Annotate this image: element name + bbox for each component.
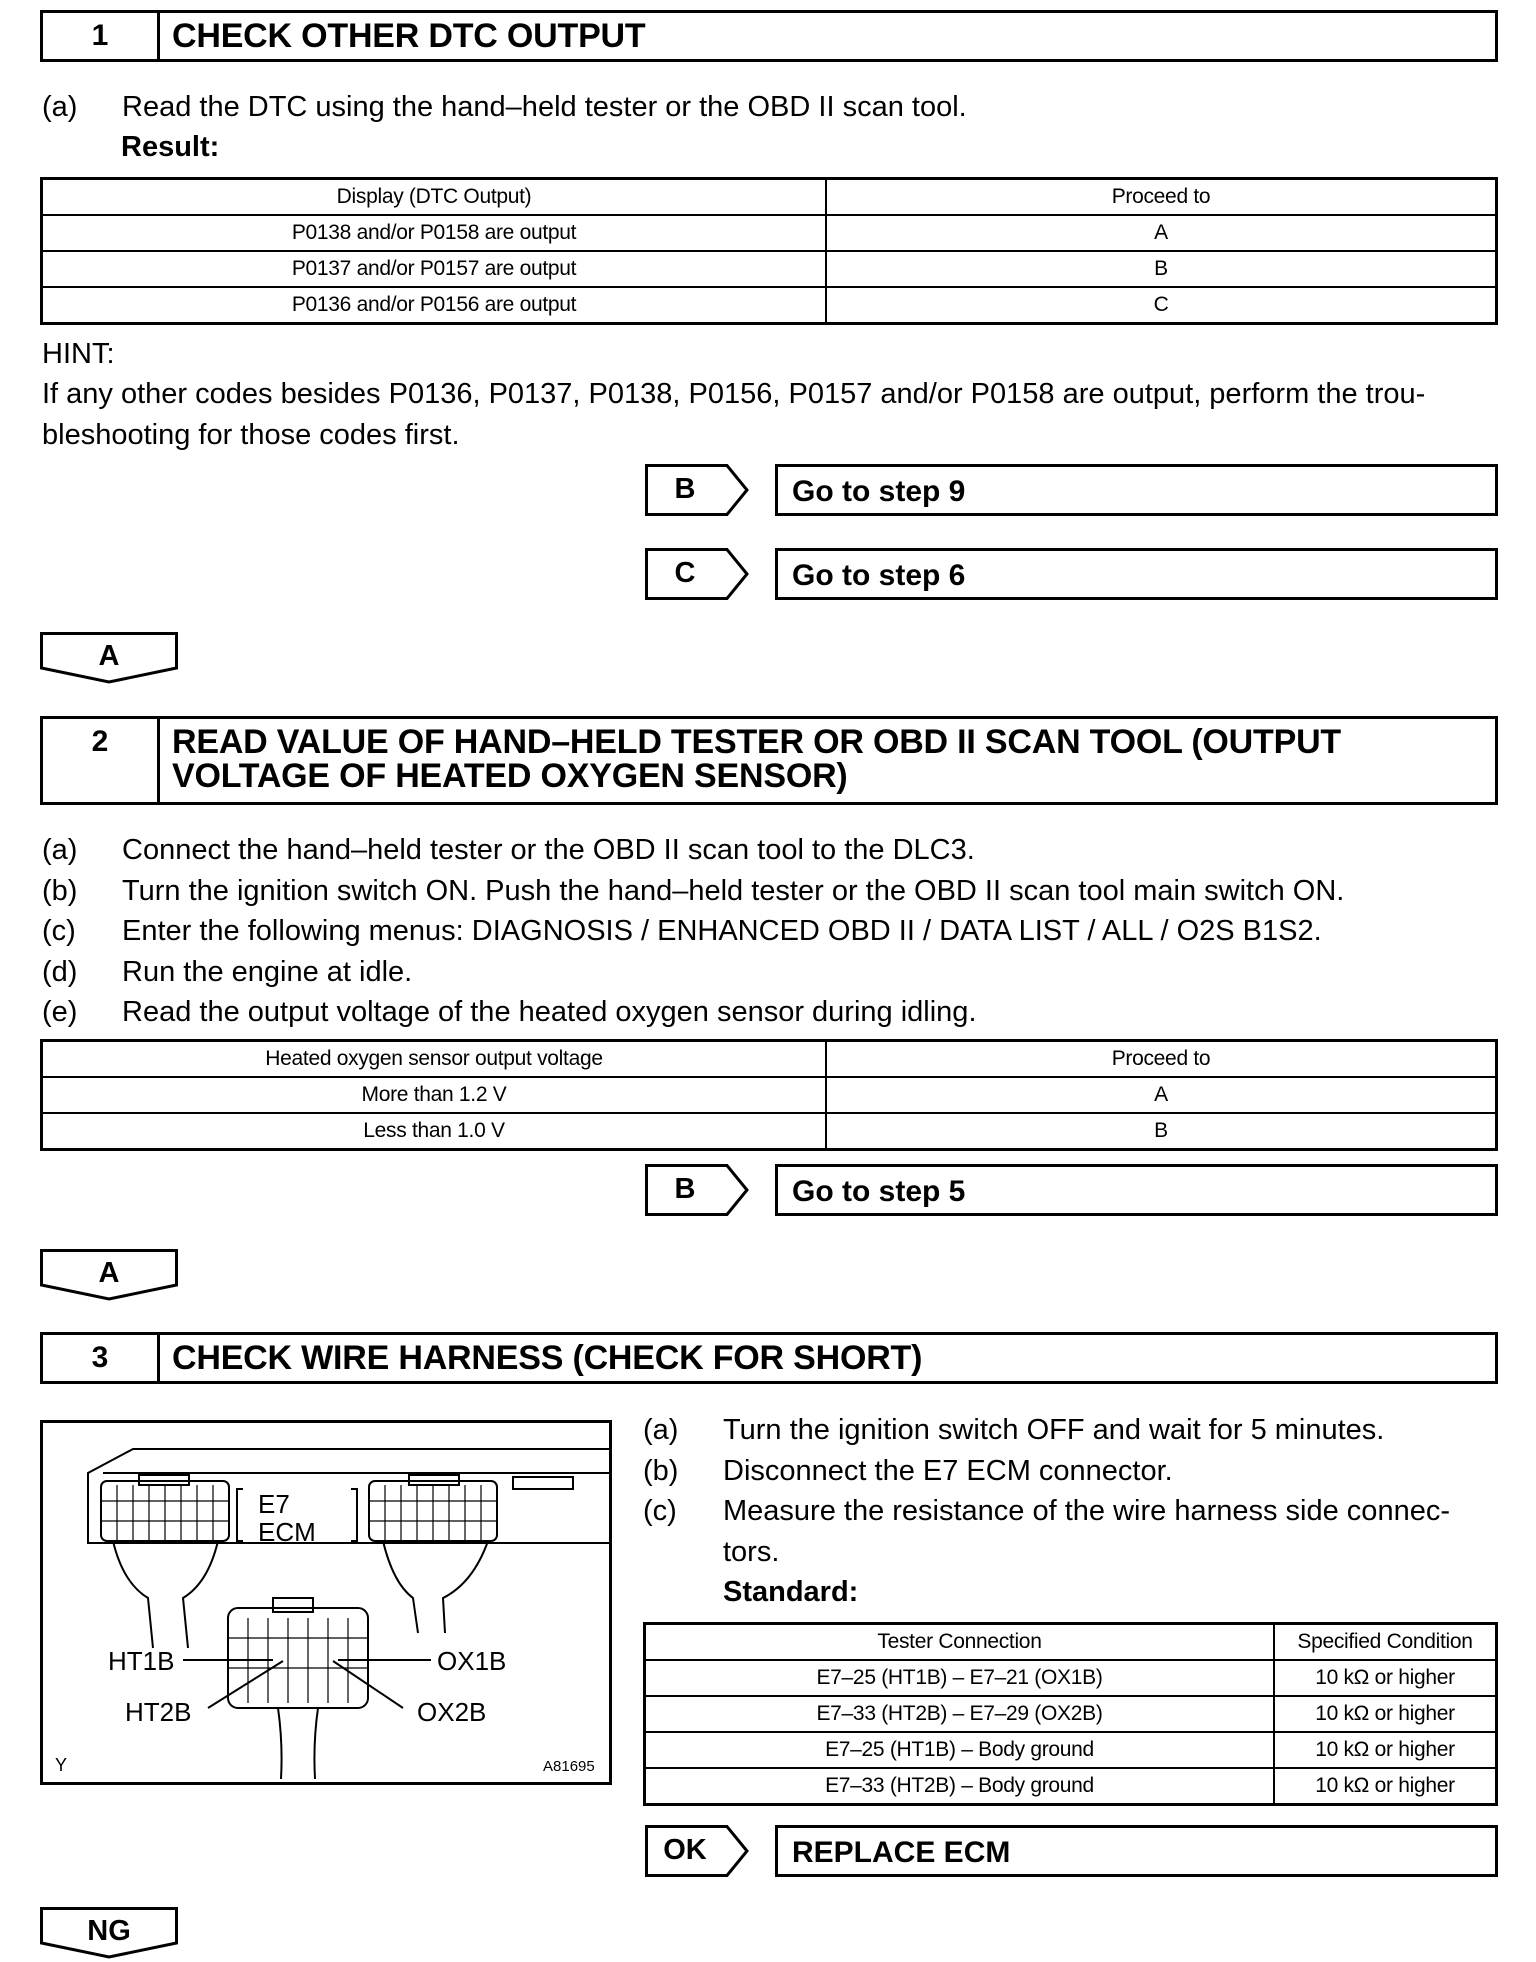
table-row: [42, 287, 1497, 324]
table-row: [645, 1660, 1497, 1696]
instruction-text: Turn the ignition switch ON. Push the hand–held tester or the OBD II scan tool main switch ON.: [122, 874, 1345, 907]
sensor-voltage-table: [40, 1039, 1498, 1151]
table-row: [42, 251, 1497, 287]
table-header: Proceed to: [826, 179, 1497, 216]
step-2-instructions: [42, 830, 1502, 1033]
table-cell: E7–25 (HT1B) – E7–21 (OX1B): [645, 1660, 1275, 1696]
step-title-line: READ VALUE OF HAND–HELD TESTER OR OBD II SCAN TOOL (OUTPUT: [172, 723, 1342, 761]
pass-a-tag[interactable]: [40, 1249, 178, 1299]
hint-text: If any other codes besides P0136, P0137, P0138, P0156, P0157 and/or P0158 are output, perform the trou-bleshooting for those codes first.: [42, 378, 1426, 451]
instruction-item: [42, 87, 967, 128]
step-1-instructions: [42, 87, 967, 128]
table-cell: B: [826, 251, 1497, 287]
pin-label-ox2b: OX2B: [417, 1697, 487, 1727]
branch-b-go-to-step-5[interactable]: [645, 1164, 1498, 1216]
instruction-item: [42, 952, 1502, 993]
instruction-item: [42, 911, 1502, 952]
table-header: Proceed to: [826, 1041, 1497, 1078]
instruction-text: Connect the hand–held tester or the OBD II scan tool to the DLC3.: [122, 834, 975, 866]
instruction-text: Read the output voltage of the heated oxygen sensor during idling.: [122, 996, 977, 1028]
table-header: Display (DTC Output): [42, 179, 827, 216]
pass-code: NG: [87, 1915, 131, 1947]
pin-label-ht2b: HT2B: [125, 1697, 192, 1727]
table-cell: 10 kΩ or higher: [1274, 1768, 1497, 1805]
step-title: CHECK OTHER DTC OUTPUT: [172, 17, 646, 55]
branch-code: B: [674, 473, 696, 505]
instruction-item: [643, 1410, 1503, 1451]
ecm-connector-figure: [40, 1420, 612, 1785]
pass-ng-tag[interactable]: [40, 1907, 178, 1957]
branch-action: Go to step 9: [775, 464, 1498, 516]
table-row: [645, 1696, 1497, 1732]
figure-id: A81695: [543, 1758, 595, 1775]
instruction-label: (d): [42, 955, 78, 988]
table-cell: More than 1.2 V: [42, 1077, 827, 1113]
table-cell: E7–25 (HT1B) – Body ground: [645, 1732, 1275, 1768]
pass-a-tag[interactable]: [40, 632, 178, 682]
table-cell: E7–33 (HT2B) – Body ground: [645, 1768, 1275, 1805]
pin-label-ox1b: OX1B: [437, 1646, 507, 1676]
table-row: [42, 215, 1497, 251]
step-1-header: [40, 10, 1498, 62]
table-cell: Less than 1.0 V: [42, 1113, 827, 1150]
instruction-label: (a): [42, 91, 78, 123]
branch-code: C: [674, 557, 696, 589]
hint-label: HINT:: [42, 338, 115, 370]
branch-code-box: [645, 464, 748, 516]
instruction-label: (c): [42, 915, 76, 947]
table-cell: B: [826, 1113, 1497, 1150]
step-3-instructions: [643, 1410, 1503, 1572]
instruction-text: Turn the ignition switch OFF and wait for 5 minutes.: [723, 1414, 1385, 1446]
table-row: [645, 1732, 1497, 1768]
branch-c-go-to-step-6[interactable]: [645, 548, 1498, 600]
table-row: [42, 1077, 1497, 1113]
instruction-text: Measure the resistance of the wire harness side connec-tors.: [723, 1495, 1450, 1568]
table-cell: A: [826, 1077, 1497, 1113]
connector-label-ecm: ECM: [258, 1517, 316, 1547]
instruction-item: [42, 871, 1502, 912]
instruction-label: (b): [643, 1454, 679, 1487]
table-header: Tester Connection: [645, 1624, 1275, 1661]
table-cell: P0137 and/or P0157 are output: [42, 251, 827, 287]
table-cell: 10 kΩ or higher: [1274, 1696, 1497, 1732]
pass-code: A: [98, 1257, 120, 1289]
table-cell: A: [826, 215, 1497, 251]
table-cell: P0138 and/or P0158 are output: [42, 215, 827, 251]
step-title: [160, 719, 1351, 802]
table-header: Specified Condition: [1274, 1624, 1497, 1661]
step-number: 3: [43, 1335, 160, 1381]
branch-action: Go to step 6: [775, 548, 1498, 600]
step-title-line: VOLTAGE OF HEATED OXYGEN SENSOR): [172, 757, 848, 795]
step-2-header: [40, 716, 1498, 805]
corner-mark: Y: [55, 1755, 68, 1775]
branch-code: OK: [663, 1834, 707, 1866]
pass-code: A: [98, 640, 120, 672]
instruction-text: Run the engine at idle.: [122, 955, 413, 988]
instruction-label: (c): [643, 1495, 677, 1527]
connector-label-e7: E7: [258, 1489, 290, 1519]
table-cell: 10 kΩ or higher: [1274, 1660, 1497, 1696]
instruction-label: (a): [643, 1414, 679, 1446]
table-cell: 10 kΩ or higher: [1274, 1732, 1497, 1768]
step-title: CHECK WIRE HARNESS (CHECK FOR SHORT): [172, 1339, 923, 1377]
standard-label: Standard:: [723, 1576, 859, 1608]
branch-code-box: [645, 1164, 748, 1216]
pin-label-ht1b: HT1B: [108, 1646, 175, 1676]
branch-action: Go to step 5: [775, 1164, 1498, 1216]
instruction-text: Disconnect the E7 ECM connector.: [723, 1454, 1173, 1487]
instruction-text: Read the DTC using the hand–held tester or the OBD II scan tool.: [122, 91, 967, 123]
instruction-label: (b): [42, 874, 78, 907]
instruction-item: [42, 992, 1502, 1033]
branch-code-box: [645, 1825, 748, 1877]
instruction-label: (e): [42, 996, 78, 1028]
table-cell: E7–33 (HT2B) – E7–29 (OX2B): [645, 1696, 1275, 1732]
branch-action: REPLACE ECM: [775, 1825, 1498, 1877]
table-row: [42, 1113, 1497, 1150]
step-number: 2: [43, 719, 160, 802]
resistance-standard-table: [643, 1622, 1498, 1806]
table-row: [645, 1768, 1497, 1805]
branch-code: B: [674, 1173, 696, 1205]
table-cell: C: [826, 287, 1497, 324]
dtc-result-table: [40, 177, 1498, 325]
instruction-item: [42, 830, 1502, 871]
instruction-text: Enter the following menus: DIAGNOSIS / ENHANCED OBD II / DATA LIST / ALL / O2S B1S2.: [122, 915, 1322, 947]
instruction-label: (a): [42, 834, 78, 866]
instruction-item: [643, 1451, 1503, 1492]
result-label: Result:: [121, 131, 220, 163]
table-cell: P0136 and/or P0156 are output: [42, 287, 827, 324]
table-header: Heated oxygen sensor output voltage: [42, 1041, 827, 1078]
branch-code-box: [645, 548, 748, 600]
branch-b-go-to-step-9[interactable]: [645, 464, 1498, 516]
step-3-header: [40, 1332, 1498, 1384]
branch-ok-replace-ecm[interactable]: [645, 1825, 1498, 1877]
instruction-item: [643, 1491, 1503, 1572]
ecm-connector-illustration: [43, 1423, 609, 1782]
step-number: 1: [43, 13, 160, 59]
